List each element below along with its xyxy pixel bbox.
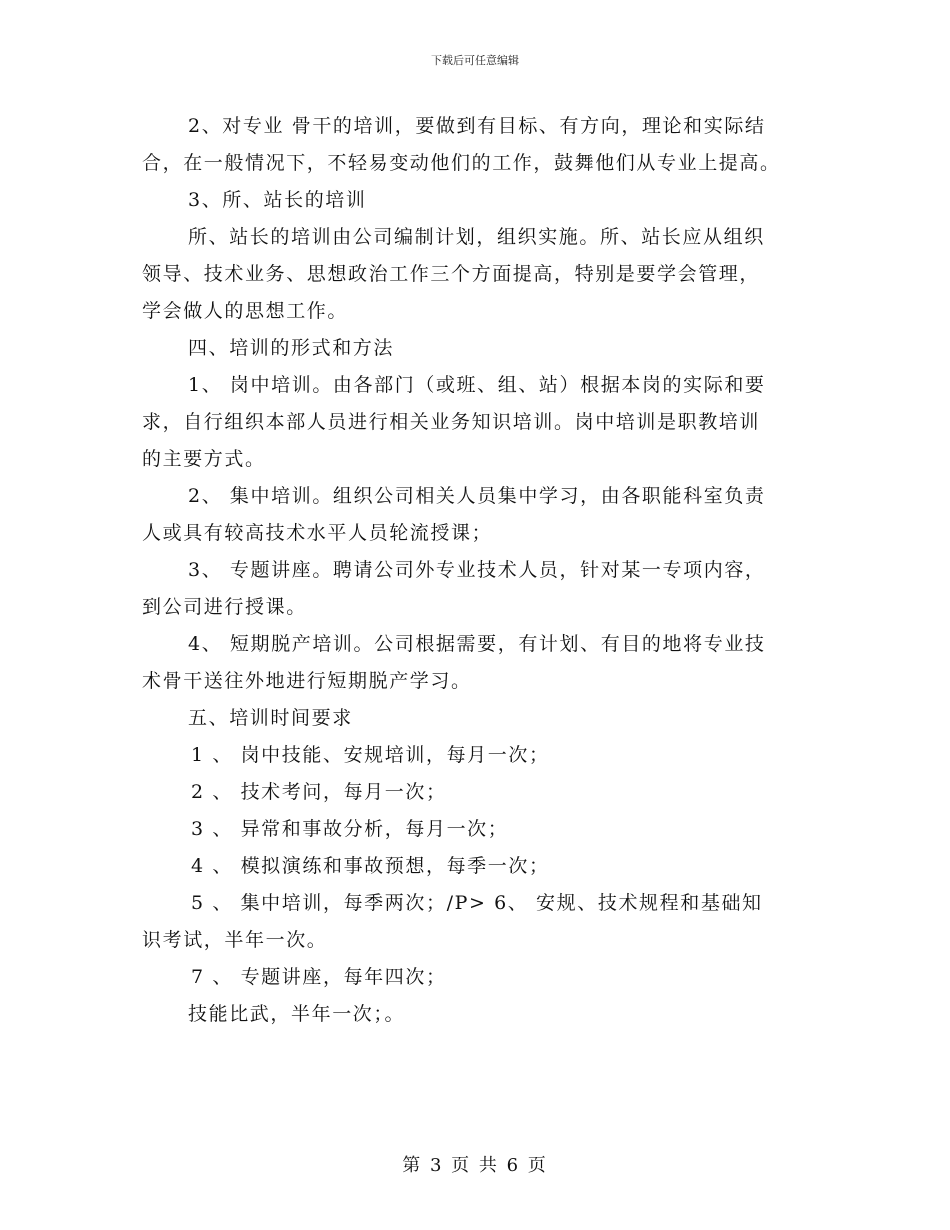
text-line: 领导、技术业务、思想政治工作三个方面提高，特别是要学会管理， [142, 263, 761, 285]
text-line: 识考试，半年一次。 [142, 929, 328, 951]
document-body [142, 108, 812, 1033]
text-line: 2、对专业 骨干的培训，要做到有目标、有方向，理论和实际结 [188, 115, 766, 137]
page-header: 下载后可任意编辑 [431, 54, 519, 67]
list-item: 1 、 岗中技能、安规培训，每月一次； [191, 744, 550, 766]
text-line: 4、 短期脱产培训。公司根据需要，有计划、有目的地将专业技 [188, 633, 766, 655]
text-line: 人或具有较高技术水平人员轮流授课； [142, 522, 493, 544]
list-item: 7 、 专题讲座，每年四次； [191, 966, 447, 988]
text-line: 3、 专题讲座。聘请公司外专业技术人员，针对某一专项内容， [188, 559, 766, 581]
text-line: 技能比武，半年一次；。 [188, 1003, 406, 1025]
page-footer: 第 3 页 共 6 页 [402, 1155, 548, 1176]
list-item: 5 、 集中培训，每季两次；/P> 6、 安规、技术规程和基础知 [191, 892, 763, 914]
list-item: 4 、 模拟演练和事故预想，每季一次； [191, 855, 550, 877]
section-heading: 四、培训的形式和方法 [188, 337, 395, 359]
section-heading: 五、培训时间要求 [188, 707, 353, 729]
list-item: 2 、 技术考问，每月一次； [191, 781, 447, 803]
text-line: 术骨干送往外地进行短期脱产学习。 [142, 670, 472, 692]
text-line: 合，在一般情况下，不轻易变动他们的工作，鼓舞他们从专业上提高。 [142, 152, 781, 174]
text-line: 2、 集中培训。组织公司相关人员集中学习，由各职能科室负责 [188, 485, 766, 507]
list-item: 3 、 异常和事故分析，每月一次； [191, 818, 509, 840]
text-line: 的主要方式。 [142, 448, 266, 470]
text-line: 3、所、站长的培训 [188, 189, 367, 211]
text-line: 到公司进行授课。 [142, 596, 307, 618]
text-line: 所、站长的培训由公司编制计划，组织实施。所、站长应从组织 [188, 226, 765, 248]
text-line: 求，自行组织本部人员进行相关业务知识培训。岗中培训是职教培训 [142, 411, 761, 433]
text-line: 学会做人的思想工作。 [142, 300, 349, 322]
text-line: 1、 岗中培训。由各部门（或班、组、站）根据本岗的实际和要 [188, 374, 766, 396]
